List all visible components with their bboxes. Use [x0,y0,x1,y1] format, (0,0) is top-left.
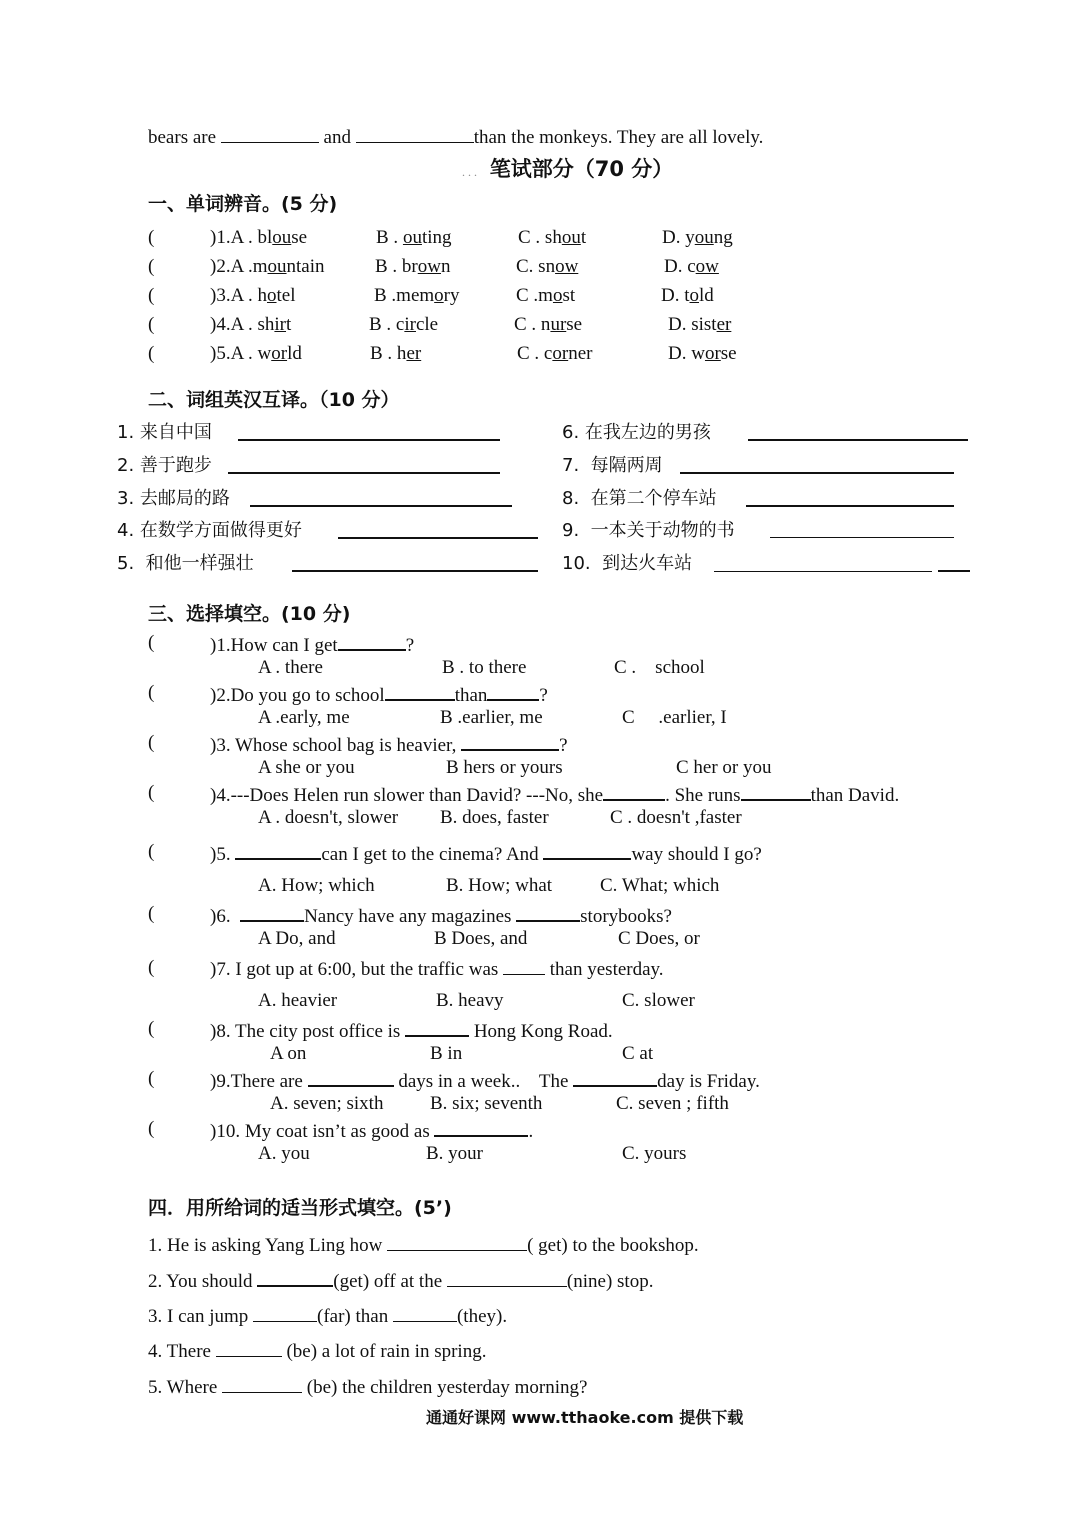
option-b[interactable]: B . circle [369,314,439,335]
option-a[interactable]: )2.A .mountain [210,256,325,277]
blank[interactable] [338,631,406,651]
section-2-heading: 二、词组英汉互译。（10 分） [148,389,400,411]
option-c[interactable]: C . school [614,657,705,678]
option-c[interactable]: C. slower [622,990,695,1011]
paren[interactable]: ( [148,1118,155,1139]
option-b[interactable]: B . to there [442,657,527,678]
option-c[interactable]: C .earlier, I [622,707,727,728]
underlined-letters: o [552,285,563,306]
underlined-letters: ou [267,256,287,277]
answer-line[interactable] [770,519,954,545]
underlined-letters: or [704,343,721,364]
option-a[interactable]: A . doesn't, slower [258,807,399,828]
paren[interactable]: ( [148,841,155,862]
answer-line[interactable] [748,421,968,448]
underlined-letters: er [716,314,732,335]
phrase-right-7: 7. 每隔两周 [562,455,663,476]
option-c[interactable]: C. seven ; fifth [616,1093,729,1114]
question-8: )8. The city post office is Hong Kong Road. [210,1017,613,1044]
underlined-letters: o [267,285,277,306]
paren[interactable]: ( [148,682,155,703]
underlined-letters: ou [402,227,422,248]
option-a[interactable]: A. seven; sixth [270,1093,384,1114]
option-c[interactable]: C at [622,1043,654,1064]
underlined-letters: er [406,343,422,364]
option-d[interactable]: D. young [662,227,733,248]
underlined-letters: ow [555,256,579,277]
answer-line[interactable] [746,487,954,514]
page-title: . . . 笔试部分（70 分） [462,157,674,181]
option-b[interactable]: B. How; what [446,875,553,896]
blank[interactable] [741,781,811,801]
option-b[interactable]: B . brown [375,256,451,277]
answer-line[interactable] [714,552,970,579]
paren[interactable]: ( [148,1068,155,1089]
question-5: )5. can I get to the cinema? And way should I go? [210,840,762,867]
option-a[interactable]: A Do, and [258,928,336,949]
underlined-letters: or [271,343,288,364]
blank[interactable] [461,731,559,751]
underlined-letters: ou [272,227,292,248]
option-a[interactable]: A. How; which [258,875,375,896]
option-a[interactable]: )5.A . world [210,343,302,364]
fill-line-3: 3. I can jump (far) than (they). [148,1303,507,1329]
option-d[interactable]: D. cow [664,256,719,277]
option-b[interactable]: B. does, faster [440,807,549,828]
option-b[interactable]: B. six; seventh [430,1093,543,1114]
option-c[interactable]: C . corner [517,343,593,364]
answer-line[interactable] [292,552,538,579]
phrase-right-6: 6. 在我左边的男孩 [562,422,711,443]
blank[interactable] [447,1268,567,1287]
answer-line[interactable] [228,454,500,481]
option-b[interactable]: B. your [426,1143,483,1164]
paren[interactable]: ( [148,957,155,978]
phrase-left-2: 2. 善于跑步 [117,455,212,476]
blank[interactable] [543,840,631,860]
paren[interactable]: ( [148,632,155,653]
underlined-letters: o [689,285,699,306]
underlined-letters: ow [417,256,441,277]
option-c[interactable]: C her or you [676,757,772,778]
paren[interactable]: ( [148,314,155,335]
option-a[interactable]: A .early, me [258,707,350,728]
paren[interactable]: ( [148,1018,155,1039]
blank[interactable] [308,1067,394,1087]
blank[interactable] [222,1374,302,1393]
blank[interactable] [603,781,665,801]
fill-line-2: 2. You should (get) off at the (nine) stop. [148,1267,653,1294]
option-a[interactable]: )1.A . blouse [210,227,308,248]
option-c[interactable]: C . nurse [514,314,583,335]
phrase-left-1: 1. 来自中国 [117,422,212,443]
paren[interactable]: ( [148,256,155,277]
option-a[interactable]: A she or you [258,757,355,778]
fill-line-1: 1. He is asking Yang Ling how ( get) to the bookshop. [148,1232,699,1258]
option-b[interactable]: B. heavy [436,990,504,1011]
question-1: )1.How can I get ? [210,631,414,658]
option-c[interactable]: C. yours [622,1143,687,1164]
blank[interactable] [253,1303,317,1322]
option-c[interactable]: C . shout [518,227,587,248]
blank[interactable] [221,124,319,143]
answer-line[interactable] [680,454,954,481]
option-a[interactable]: A on [270,1043,307,1064]
section-3-heading: 三、选择填空。(10 分) [148,603,351,625]
option-c[interactable]: C .most [516,285,576,306]
option-b[interactable]: B in [430,1043,463,1064]
option-c[interactable]: C Does, or [618,928,700,949]
question-3: )3. Whose school bag is heavier, ? [210,731,568,758]
answer-line[interactable] [338,519,538,546]
blank[interactable] [393,1303,457,1322]
blank[interactable] [405,1017,469,1037]
blank[interactable] [503,956,545,975]
option-b[interactable]: B . her [370,343,422,364]
option-b[interactable]: B Does, and [434,928,528,949]
underlined-letters: or [552,343,569,364]
option-a[interactable]: )4.A . shirt [210,314,292,335]
question-10: )10. My coat isn’t as good as . [210,1117,533,1144]
section-4-heading: 四．用所给词的适当形式填空。(5’) [148,1197,452,1219]
blank[interactable] [487,681,539,701]
answer-line[interactable] [238,421,500,448]
phrase-left-4: 4. 在数学方面做得更好 [117,520,302,541]
blank[interactable] [434,1117,528,1137]
option-c[interactable]: C. What; which [600,875,720,896]
option-d[interactable]: D. sister [668,314,732,335]
underlined-letters: ir [274,314,287,335]
fill-line-4: 4. There (be) a lot of rain in spring. [148,1338,486,1364]
underlined-letters: ow [695,256,719,277]
blank[interactable] [573,1067,657,1087]
phrase-right-8: 8. 在第二个停车站 [562,488,717,509]
underlined-letters: ou [561,227,581,248]
paren[interactable]: ( [148,732,155,753]
blank[interactable] [257,1267,333,1287]
paren[interactable]: ( [148,227,155,248]
option-d[interactable]: D. told [661,285,714,306]
blank[interactable] [385,681,455,701]
answer-line[interactable] [250,487,512,514]
blank[interactable] [387,1232,527,1251]
blank[interactable] [356,124,474,143]
paren[interactable]: ( [148,903,155,924]
option-b[interactable]: B hers or yours [446,757,563,778]
phrase-left-5: 5. 和他一样强壮 [117,553,254,574]
question-6: )6. Nancy have any magazines storybooks? [210,902,672,929]
intro-line: bears are and than the monkeys. They are all lovely. [148,124,763,150]
option-c[interactable]: C. snow [516,256,579,277]
paren[interactable]: ( [148,343,155,364]
underlined-letters: ur [550,314,567,335]
option-a[interactable]: A. heavier [258,990,338,1011]
option-a[interactable]: )3.A . hotel [210,285,296,306]
section-1-heading: 一、单词辨音。(5 分) [148,193,338,215]
option-a[interactable]: A . there [258,657,323,678]
phrase-right-10: 10. 到达火车站 [562,553,693,574]
underlined-letters: ou [694,227,714,248]
fill-line-5: 5. Where (be) the children yesterday morning? [148,1374,587,1400]
blank[interactable] [516,902,580,922]
blank[interactable] [240,902,304,922]
option-b[interactable]: B .memory [374,285,460,306]
question-4: )4.---Does Helen run slower than David? ---No, she . She runs than David. [210,781,899,808]
footer: 通通好课网 www.tthaoke.com 提供下载 [426,1408,744,1427]
underlined-letters: ir [404,314,416,335]
question-9: )9.There are days in a week.. The day is Friday. [210,1067,760,1094]
option-a[interactable]: A. you [258,1143,310,1164]
question-7: )7. I got up at 6:00, but the traffic was than yesterday. [210,956,664,982]
underlined-letters: o [434,285,444,306]
option-b[interactable]: B .earlier, me [440,707,543,728]
option-c[interactable]: C . doesn't ,faster [610,807,742,828]
blank[interactable] [216,1338,282,1357]
phrase-right-9: 9. 一本关于动物的书 [562,520,735,541]
option-d[interactable]: D. worse [668,343,737,364]
option-b[interactable]: B . outing [376,227,452,248]
blank[interactable] [235,840,321,860]
phrase-left-3: 3. 去邮局的路 [117,488,230,509]
paren[interactable]: ( [148,782,155,803]
question-2: )2.Do you go to school than ? [210,681,548,708]
paren[interactable]: ( [148,285,155,306]
